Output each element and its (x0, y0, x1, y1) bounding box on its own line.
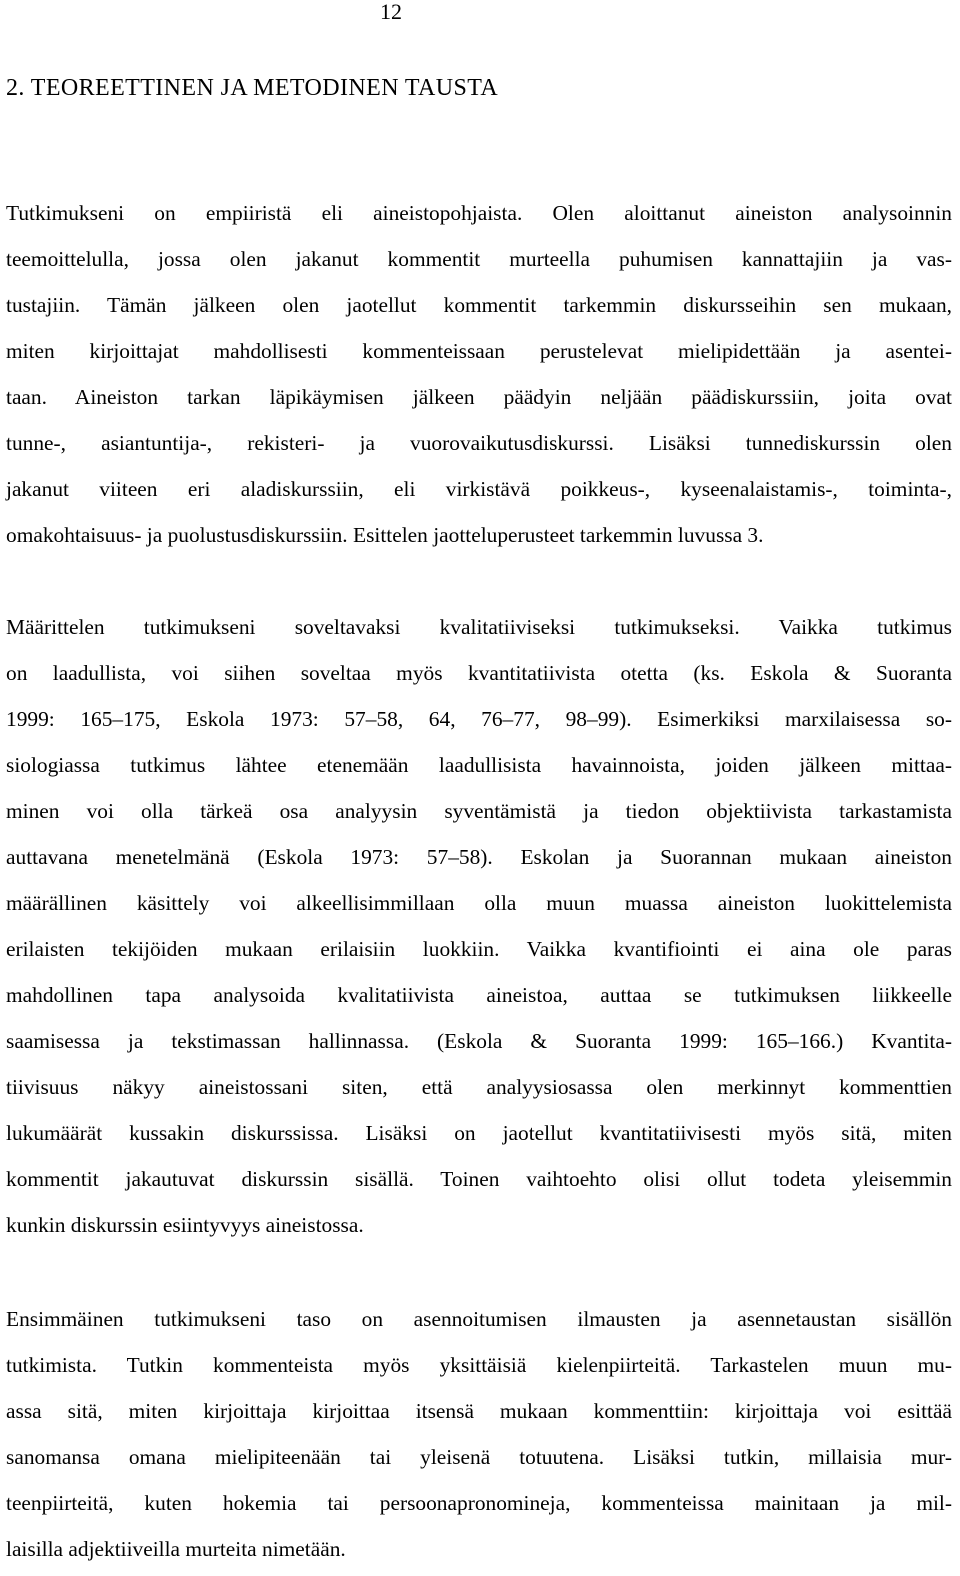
text-line: 1999: 165–175, Eskola 1973: 57–58, 64, 76–77, 98–99). Esimerkiksi marxilaisessa so- (6, 707, 952, 731)
paragraph-methodology-intro (6, 190, 952, 558)
text-line: Ensimmäinen tutkimukseni taso on asennoitumisen ilmausten ja asennetaustan sisällön (6, 1307, 952, 1331)
text-line: Määrittelen tutkimukseni soveltavaksi kvalitatiiviseksi tutkimukseksi. Vaikka tutkimus (6, 615, 952, 639)
text-line: minen voi olla tärkeä osa analyysin syventämistä ja tiedon objektiivista tarkastamista (6, 799, 952, 823)
page-number: 12 (380, 0, 402, 24)
text-line: lukumäärät kussakin diskurssissa. Lisäksi on jaotellut kvantitatiivisesti myös sitä, miten (6, 1121, 952, 1145)
text-line: miten kirjoittajat mahdollisesti kommenteissaan perustelevat mielipidettään ja asentei- (6, 339, 952, 363)
paragraph-research-levels (6, 1296, 952, 1572)
text-line: teenpiirteitä, kuten hokemia tai persoonapronomineja, kommenteissa mainitaan ja mil- (6, 1491, 952, 1515)
text-line: saamisessa ja tekstimassan hallinnassa. (Eskola & Suoranta 1999: 165–166.) Kvantita- (6, 1029, 952, 1053)
text-line: taan. Aineiston tarkan läpikäymisen jälkeen päädyin neljään päädiskurssiin, joita ovat (6, 385, 952, 409)
text-line: sanomansa omana mielipiteenään tai yleisenä totuutena. Lisäksi tutkin, millaisia mur- (6, 1445, 952, 1469)
text-line: jakanut viiteen eri aladiskurssiin, eli virkistävä poikkeus-, kyseenalaistamis-, toiminta-, (6, 477, 952, 501)
text-line: kunkin diskurssin esiintyvyys aineistossa. (6, 1213, 364, 1237)
text-line: tiivisuus näkyy aineistossani siten, että analyysiosassa olen merkinnyt kommenttien (6, 1075, 952, 1099)
text-line: laisilla adjektiiveilla murteita nimetään. (6, 1537, 346, 1561)
text-line: on laadullista, voi siihen soveltaa myös kvantitatiivista otetta (ks. Eskola & Suoranta (6, 661, 952, 685)
paragraph-qualitative-quantitative (6, 604, 952, 1248)
chapter-title: 2. TEOREETTINEN JA METODINEN TAUSTA (6, 75, 499, 101)
text-line: kommentit jakautuvat diskurssin sisällä. Toinen vaihtoehto olisi ollut todeta yleisemmin (6, 1167, 952, 1191)
text-line: tunne-, asiantuntija-, rekisteri- ja vuorovaikutusdiskurssi. Lisäksi tunnediskurssin olen (6, 431, 952, 455)
text-line: tustajiin. Tämän jälkeen olen jaotellut kommentit tarkemmin diskursseihin sen mukaan, (6, 293, 952, 317)
text-line: mahdollinen tapa analysoida kvalitatiivista aineistoa, auttaa se tutkimuksen liikkeelle (6, 983, 952, 1007)
text-line: siologiassa tutkimus lähtee etenemään laadullisista havainnoista, joiden jälkeen mittaa- (6, 753, 952, 777)
text-line: auttavana menetelmänä (Eskola 1973: 57–58). Eskolan ja Suorannan mukaan aineiston (6, 845, 952, 869)
text-line: erilaisten tekijöiden mukaan erilaisiin luokkiin. Vaikka kvantifiointi ei aina ole paras (6, 937, 952, 961)
text-line: teemoittelulla, jossa olen jakanut kommentit murteella puhumisen kannattajiin ja vas- (6, 247, 952, 271)
text-line: assa sitä, miten kirjoittaja kirjoittaa itsensä mukaan kommenttiin: kirjoittaja voi esittää (6, 1399, 952, 1423)
text-line: omakohtaisuus- ja puolustusdiskurssiin. Esittelen jaotteluperusteet tarkemmin luvussa 3. (6, 523, 764, 547)
text-line: Tutkimukseni on empiiristä eli aineistopohjaista. Olen aloittanut aineiston analysoinnin (6, 201, 952, 225)
text-line: määrällinen käsittely voi alkeellisimmillaan olla muun muassa aineiston luokittelemista (6, 891, 952, 915)
text-line: tutkimista. Tutkin kommenteista myös yksittäisiä kielenpiirteitä. Tarkastelen muun mu- (6, 1353, 952, 1377)
